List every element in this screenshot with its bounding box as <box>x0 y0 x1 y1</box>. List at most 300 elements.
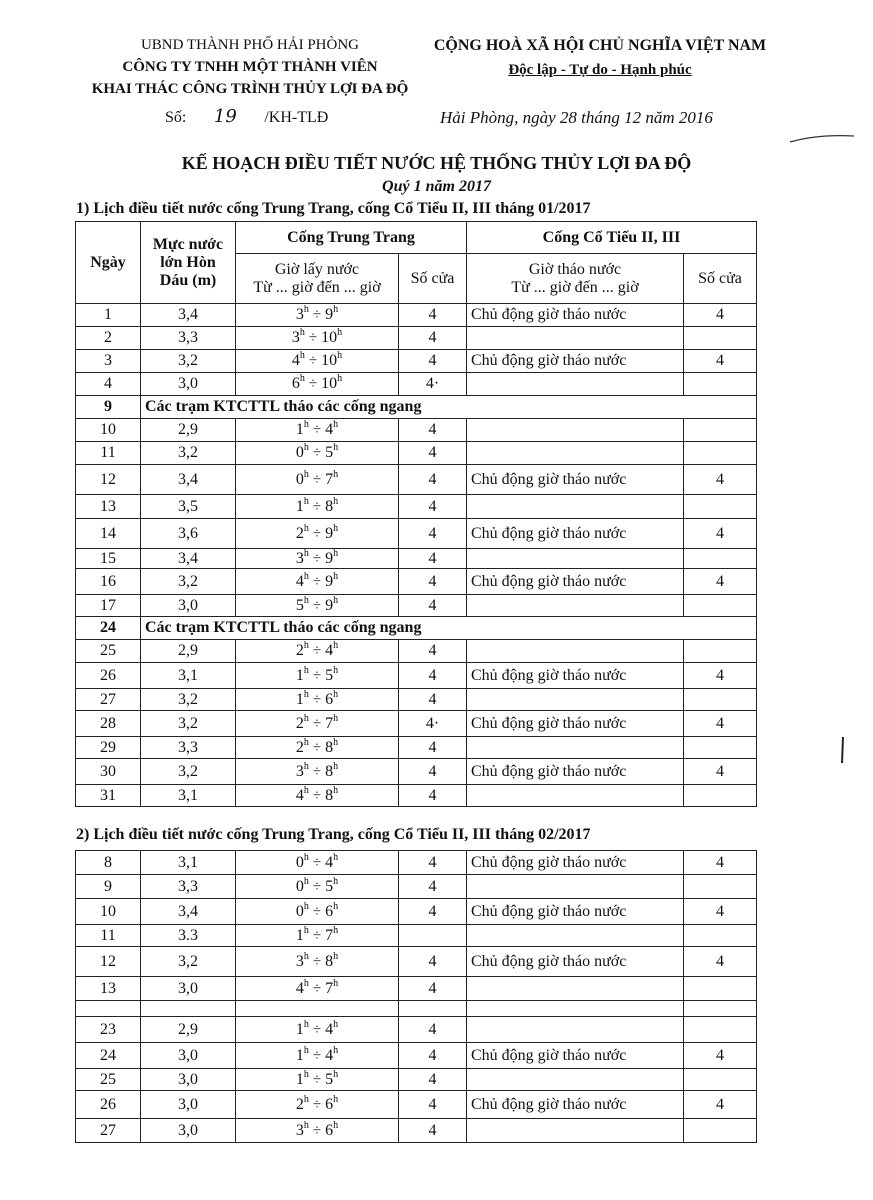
hour-to: 9 <box>325 524 334 542</box>
tt-gates-cell: 4 <box>399 442 467 465</box>
tt-gates-cell: 4 <box>399 595 467 617</box>
tt-gates-cell: 4 <box>399 350 467 373</box>
blank-cell <box>236 1001 399 1017</box>
hour-unit: h <box>333 1018 339 1030</box>
water-level-cell: 3,2 <box>141 711 236 737</box>
water-level-cell: 3,0 <box>141 373 236 396</box>
day-cell: 11 <box>76 925 141 947</box>
ct-gates-cell <box>684 737 757 759</box>
table-row <box>76 1091 757 1119</box>
ct-hours-cell: Chủ động giờ tháo nước <box>467 899 684 925</box>
tt-gates-cell: 4 <box>399 785 467 807</box>
divide-sign: ÷ <box>312 854 322 871</box>
tt-hours-cell <box>236 689 399 711</box>
tt-hours-cell <box>236 759 399 785</box>
table-row <box>76 465 757 495</box>
ct-hours-cell: Chủ động giờ tháo nước <box>467 519 684 549</box>
section-1-heading: 1) Lịch điều tiết nước cống Trung Trang, cống Cổ Tiểu II, III tháng 01/2017 <box>76 200 591 217</box>
hour-unit: h <box>303 1119 309 1131</box>
divide-sign: ÷ <box>312 498 322 515</box>
tt-hours-cell <box>236 977 399 1001</box>
table-row <box>76 595 757 617</box>
day-cell: 31 <box>76 785 141 807</box>
water-level-cell: 3.3 <box>141 925 236 947</box>
tt-gates-cell: 4 <box>399 640 467 663</box>
hour-unit: h <box>333 522 339 534</box>
divide-sign: ÷ <box>312 1071 322 1088</box>
divide-sign: ÷ <box>308 376 318 392</box>
tt-hours-cell <box>236 350 399 373</box>
tt-hours-cell <box>236 711 399 737</box>
blank-cell <box>467 1001 684 1017</box>
water-level-cell: 3,0 <box>141 977 236 1001</box>
hour-to: 8 <box>325 497 334 515</box>
tt-gates-cell: 4 <box>399 1043 467 1069</box>
hour-unit: h <box>303 736 309 748</box>
tt-gates-cell: 4· <box>399 373 467 396</box>
hour-from: 2 <box>295 524 304 542</box>
scan-mark-2 <box>838 735 848 765</box>
divide-sign: ÷ <box>312 739 322 756</box>
divide-sign: ÷ <box>312 471 322 488</box>
hour-from: 2 <box>295 714 304 732</box>
hour-unit: h <box>303 1068 309 1080</box>
day-cell: 8 <box>76 851 141 875</box>
hour-unit: h <box>333 736 339 748</box>
water-level-cell: 3,1 <box>141 785 236 807</box>
ct-hours-cell: Chủ động giờ tháo nước <box>467 711 684 737</box>
hour-unit: h <box>333 688 339 700</box>
header-day: Ngày <box>76 222 141 304</box>
table-row <box>76 851 757 875</box>
tt-hours-cell <box>236 875 399 899</box>
divide-sign: ÷ <box>312 597 322 614</box>
table-row <box>76 1043 757 1069</box>
water-level-cell: 2,9 <box>141 640 236 663</box>
day-cell: 11 <box>76 442 141 465</box>
header-tt-gates: Số cửa <box>399 254 467 304</box>
ct-hours-cell <box>467 977 684 1001</box>
hour-from: 2 <box>295 1095 304 1113</box>
hour-from: 3 <box>291 329 300 346</box>
table-row <box>76 442 757 465</box>
hour-to: 4 <box>325 853 334 871</box>
tt-hours-cell <box>236 327 399 350</box>
ct-gates-cell <box>684 419 757 442</box>
day-cell: 25 <box>76 640 141 663</box>
ct-hours-cell <box>467 785 684 807</box>
doc-number-handwritten: 19 <box>213 106 237 127</box>
water-level-cell: 3,0 <box>141 1091 236 1119</box>
hour-from: 3 <box>295 306 304 323</box>
day-cell: 27 <box>76 1119 141 1143</box>
hour-from: 4 <box>291 352 300 369</box>
hour-from: 2 <box>295 738 304 756</box>
hour-from: 0 <box>295 853 304 871</box>
note-row <box>76 617 757 640</box>
hour-unit: h <box>303 977 309 989</box>
divide-sign: ÷ <box>312 927 322 944</box>
hour-to: 10 <box>321 352 338 369</box>
divide-sign: ÷ <box>312 1122 322 1139</box>
day-cell: 29 <box>76 737 141 759</box>
ct-hours-cell <box>467 595 684 617</box>
hour-unit: h <box>303 1018 309 1030</box>
hour-unit: h <box>333 924 339 936</box>
hour-to: 9 <box>325 306 334 323</box>
table-row <box>76 1119 757 1143</box>
hour-to: 8 <box>325 738 334 756</box>
hour-to: 6 <box>325 1121 334 1139</box>
tt-gates-cell: 4 <box>399 759 467 785</box>
issuer-line-2: CÔNG TY TNHH MỘT THÀNH VIÊN <box>122 59 378 75</box>
hour-unit: h <box>333 875 339 887</box>
table-row <box>76 304 757 327</box>
tt-gates-cell: 4 <box>399 1017 467 1043</box>
ct-gates-cell: 4 <box>684 711 757 737</box>
hour-from: 3 <box>295 762 304 780</box>
tt-gates-cell: 4 <box>399 327 467 350</box>
day-cell: 14 <box>76 519 141 549</box>
water-level-cell: 3,2 <box>141 759 236 785</box>
hour-from: 1 <box>295 421 304 438</box>
tt-hours-cell <box>236 465 399 495</box>
hour-unit: h <box>333 304 339 315</box>
ct-hours-cell: Chủ động giờ tháo nước <box>467 663 684 689</box>
table-row <box>76 350 757 373</box>
blank-cell <box>76 1001 141 1017</box>
tt-hours-cell <box>236 519 399 549</box>
tt-hours-cell <box>236 595 399 617</box>
day-cell: 13 <box>76 495 141 519</box>
hour-unit: h <box>299 373 305 384</box>
tt-hours-cell <box>236 899 399 925</box>
tt-gates-cell: 4 <box>399 1069 467 1091</box>
table-row <box>76 663 757 689</box>
day-cell: 30 <box>76 759 141 785</box>
tt-gates-cell: 4 <box>399 419 467 442</box>
hour-unit: h <box>333 640 339 651</box>
water-level-cell: 3,2 <box>141 350 236 373</box>
doc-prefix: Số: <box>165 109 187 126</box>
tt-gates-cell: 4 <box>399 304 467 327</box>
table-row <box>76 1001 757 1017</box>
divide-sign: ÷ <box>312 422 322 438</box>
ct-hours-cell <box>467 640 684 663</box>
ct-gates-cell <box>684 442 757 465</box>
hour-unit: h <box>337 373 343 384</box>
day-cell: 9 <box>76 875 141 899</box>
hour-to: 5 <box>325 666 334 684</box>
water-level-cell: 3,4 <box>141 549 236 569</box>
ct-hours-cell <box>467 549 684 569</box>
water-level-cell: 3,3 <box>141 327 236 350</box>
hour-unit: h <box>303 1044 309 1056</box>
table-row <box>76 419 757 442</box>
tt-hours-cell <box>236 569 399 595</box>
day-cell: 23 <box>76 1017 141 1043</box>
ct-gates-cell: 4 <box>684 350 757 373</box>
hour-unit: h <box>303 760 309 772</box>
hour-unit: h <box>303 875 309 887</box>
table-row <box>76 519 757 549</box>
water-level-cell: 3,3 <box>141 737 236 759</box>
hour-from: 4 <box>295 572 304 590</box>
header-tt-hours: Giờ lấy nước Từ ... giờ đến ... giờ <box>236 254 399 304</box>
hour-to: 4 <box>325 421 334 438</box>
ct-hours-cell: Chủ động giờ tháo nước <box>467 759 684 785</box>
water-level-cell: 3,6 <box>141 519 236 549</box>
hour-unit: h <box>303 570 309 582</box>
divide-sign: ÷ <box>312 953 322 970</box>
day-cell: 10 <box>76 419 141 442</box>
ct-hours-cell: Chủ động giờ tháo nước <box>467 851 684 875</box>
ct-gates-cell: 4 <box>684 851 757 875</box>
day-cell: 27 <box>76 689 141 711</box>
ct-gates-cell: 4 <box>684 569 757 595</box>
tt-gates-cell <box>399 925 467 947</box>
ct-gates-cell <box>684 977 757 1001</box>
note-row <box>76 396 757 419</box>
table-row <box>76 1069 757 1091</box>
hour-unit: h <box>303 784 309 796</box>
divide-sign: ÷ <box>312 763 322 780</box>
hour-unit: h <box>303 1093 309 1105</box>
ct-hours-cell: Chủ động giờ tháo nước <box>467 1043 684 1069</box>
divide-sign: ÷ <box>312 1047 322 1064</box>
divide-sign: ÷ <box>312 643 322 659</box>
hour-unit: h <box>303 924 309 936</box>
day-cell: 1 <box>76 304 141 327</box>
tt-hours-cell <box>236 737 399 759</box>
hour-unit: h <box>303 419 309 430</box>
hour-to: 4 <box>325 1020 334 1038</box>
tt-hours-cell <box>236 851 399 875</box>
hour-unit: h <box>333 1044 339 1056</box>
hour-unit: h <box>303 522 309 534</box>
hour-to: 5 <box>325 877 334 895</box>
hour-unit: h <box>303 304 309 315</box>
hour-unit: h <box>303 851 309 863</box>
ct-gates-cell: 4 <box>684 1091 757 1119</box>
nation-name: CỘNG HOÀ XÃ HỘI CHỦ NGHĨA VIỆT NAM <box>433 37 767 54</box>
day-cell: 12 <box>76 947 141 977</box>
divide-sign: ÷ <box>312 878 322 895</box>
hour-to: 7 <box>325 979 334 997</box>
divide-sign: ÷ <box>308 330 318 346</box>
hour-from: 1 <box>295 1070 304 1088</box>
tt-gates-cell: 4 <box>399 495 467 519</box>
ct-hours-cell <box>467 875 684 899</box>
table-row <box>76 899 757 925</box>
hour-unit: h <box>303 688 309 700</box>
header-trung-trang: Cống Trung Trang <box>236 222 467 254</box>
table-row <box>76 549 757 569</box>
tt-gates-cell: 4 <box>399 689 467 711</box>
hour-unit: h <box>303 547 309 559</box>
table-row <box>76 711 757 737</box>
hour-from: 3 <box>295 1121 304 1139</box>
water-level-cell: 3,0 <box>141 1119 236 1143</box>
ct-gates-cell: 4 <box>684 947 757 977</box>
tt-gates-cell: 4 <box>399 899 467 925</box>
header-ct-hours: Giờ tháo nước Từ ... giờ đến ... giờ <box>467 254 684 304</box>
hour-from: 1 <box>295 497 304 515</box>
hour-unit: h <box>337 327 343 338</box>
ct-gates-cell <box>684 1017 757 1043</box>
hour-unit: h <box>303 442 309 453</box>
table-row <box>76 495 757 519</box>
national-motto-block <box>410 34 790 82</box>
hour-unit: h <box>333 594 339 606</box>
tt-hours-cell <box>236 1069 399 1091</box>
blank-cell <box>684 1001 757 1017</box>
ct-gates-cell <box>684 373 757 396</box>
hour-to: 8 <box>325 952 334 970</box>
tt-hours-cell <box>236 947 399 977</box>
tt-gates-cell: 4 <box>399 737 467 759</box>
table-row <box>76 737 757 759</box>
hour-unit: h <box>333 760 339 772</box>
hour-unit: h <box>337 350 343 361</box>
water-level-cell: 3,5 <box>141 495 236 519</box>
hour-unit: h <box>299 350 305 361</box>
tt-hours-cell <box>236 442 399 465</box>
tt-gates-cell: 4 <box>399 851 467 875</box>
hour-unit: h <box>333 977 339 989</box>
table-row <box>76 373 757 396</box>
tt-hours-cell <box>236 304 399 327</box>
table-row <box>76 640 757 663</box>
note-text: Các trạm KTCTTL tháo các cống ngang <box>141 396 757 419</box>
ct-gates-cell: 4 <box>684 465 757 495</box>
ct-gates-cell <box>684 1119 757 1143</box>
tt-gates-cell: 4 <box>399 465 467 495</box>
ct-gates-cell: 4 <box>684 1043 757 1069</box>
ct-hours-cell <box>467 327 684 350</box>
ct-hours-cell <box>467 737 684 759</box>
hour-to: 10 <box>321 329 338 346</box>
divide-sign: ÷ <box>312 1021 322 1038</box>
divide-sign: ÷ <box>312 525 322 542</box>
ct-hours-cell: Chủ động giờ tháo nước <box>467 465 684 495</box>
ct-hours-cell <box>467 689 684 711</box>
day-cell: 17 <box>76 595 141 617</box>
section-2-heading: 2) Lịch điều tiết nước cống Trung Trang, cống Cổ Tiểu II, III tháng 02/2017 <box>76 826 591 843</box>
hour-unit: h <box>303 640 309 651</box>
divide-sign: ÷ <box>312 787 322 804</box>
table-row <box>76 977 757 1001</box>
ct-gates-cell <box>684 640 757 663</box>
hour-unit: h <box>333 468 339 480</box>
ct-hours-cell <box>467 442 684 465</box>
day-cell: 9 <box>76 396 141 419</box>
hour-unit: h <box>299 327 305 338</box>
ct-hours-cell <box>467 495 684 519</box>
tt-gates-cell: 4· <box>399 711 467 737</box>
water-level-cell: 3,2 <box>141 689 236 711</box>
divide-sign: ÷ <box>312 445 322 461</box>
hour-to: 5 <box>325 1070 334 1088</box>
issuer-line-1: UBND THÀNH PHỐ HẢI PHÒNG <box>140 37 360 53</box>
table-row <box>76 569 757 595</box>
water-level-cell: 3,0 <box>141 1043 236 1069</box>
day-cell: 10 <box>76 899 141 925</box>
ct-gates-cell <box>684 689 757 711</box>
tt-hours-cell <box>236 640 399 663</box>
ct-gates-cell <box>684 875 757 899</box>
scan-mark <box>788 128 858 148</box>
hour-unit: h <box>333 547 339 559</box>
ct-gates-cell <box>684 595 757 617</box>
day-cell: 28 <box>76 711 141 737</box>
tt-hours-cell <box>236 1043 399 1069</box>
ct-hours-cell <box>467 1119 684 1143</box>
tt-hours-cell <box>236 419 399 442</box>
hour-to: 8 <box>325 786 334 804</box>
tt-gates-cell: 4 <box>399 569 467 595</box>
divide-sign: ÷ <box>312 903 322 920</box>
hour-from: 0 <box>295 470 304 488</box>
hour-to: 9 <box>325 572 334 590</box>
tt-hours-cell <box>236 663 399 689</box>
divide-sign: ÷ <box>312 715 322 732</box>
ct-hours-cell: Chủ động giờ tháo nước <box>467 569 684 595</box>
hour-unit: h <box>333 900 339 912</box>
water-level-cell: 3,1 <box>141 851 236 875</box>
ct-hours-cell: Chủ động giờ tháo nước <box>467 947 684 977</box>
hour-from: 1 <box>295 926 304 944</box>
hour-from: 0 <box>295 877 304 895</box>
hour-unit: h <box>303 468 309 480</box>
hour-from: 1 <box>295 1046 304 1064</box>
tt-hours-cell <box>236 1119 399 1143</box>
tt-gates-cell: 4 <box>399 947 467 977</box>
blank-cell <box>141 1001 236 1017</box>
motto: Độc lập - Tự do - Hạnh phúc <box>508 62 692 78</box>
tt-gates-cell: 4 <box>399 549 467 569</box>
hour-to: 4 <box>325 1046 334 1064</box>
ct-gates-cell <box>684 549 757 569</box>
tt-hours-cell <box>236 1091 399 1119</box>
hour-unit: h <box>303 950 309 962</box>
hour-to: 6 <box>325 902 334 920</box>
ct-hours-cell <box>467 1069 684 1091</box>
divide-sign: ÷ <box>312 307 322 323</box>
document-title: KẾ HOẠCH ĐIỀU TIẾT NƯỚC HỆ THỐNG THỦY LỢI ĐA ĐỘ <box>181 153 692 173</box>
ct-hours-cell: Chủ động giờ tháo nước <box>467 1091 684 1119</box>
hour-unit: h <box>333 851 339 863</box>
hour-to: 9 <box>325 596 334 614</box>
water-level-cell: 3,2 <box>141 947 236 977</box>
ct-hours-cell <box>467 1017 684 1043</box>
hour-to: 4 <box>325 642 334 659</box>
day-cell: 25 <box>76 1069 141 1091</box>
hour-to: 7 <box>325 926 334 944</box>
water-level-cell: 3,2 <box>141 442 236 465</box>
tt-gates-cell: 4 <box>399 1091 467 1119</box>
tt-hours-cell <box>236 1017 399 1043</box>
day-cell: 3 <box>76 350 141 373</box>
divide-sign: ÷ <box>312 980 322 997</box>
day-cell: 15 <box>76 549 141 569</box>
ct-gates-cell <box>684 925 757 947</box>
tt-gates-cell: 4 <box>399 663 467 689</box>
schedule-table-january <box>75 221 757 807</box>
issuer-block <box>70 34 430 100</box>
table-row <box>76 947 757 977</box>
water-level-cell: 3,4 <box>141 304 236 327</box>
